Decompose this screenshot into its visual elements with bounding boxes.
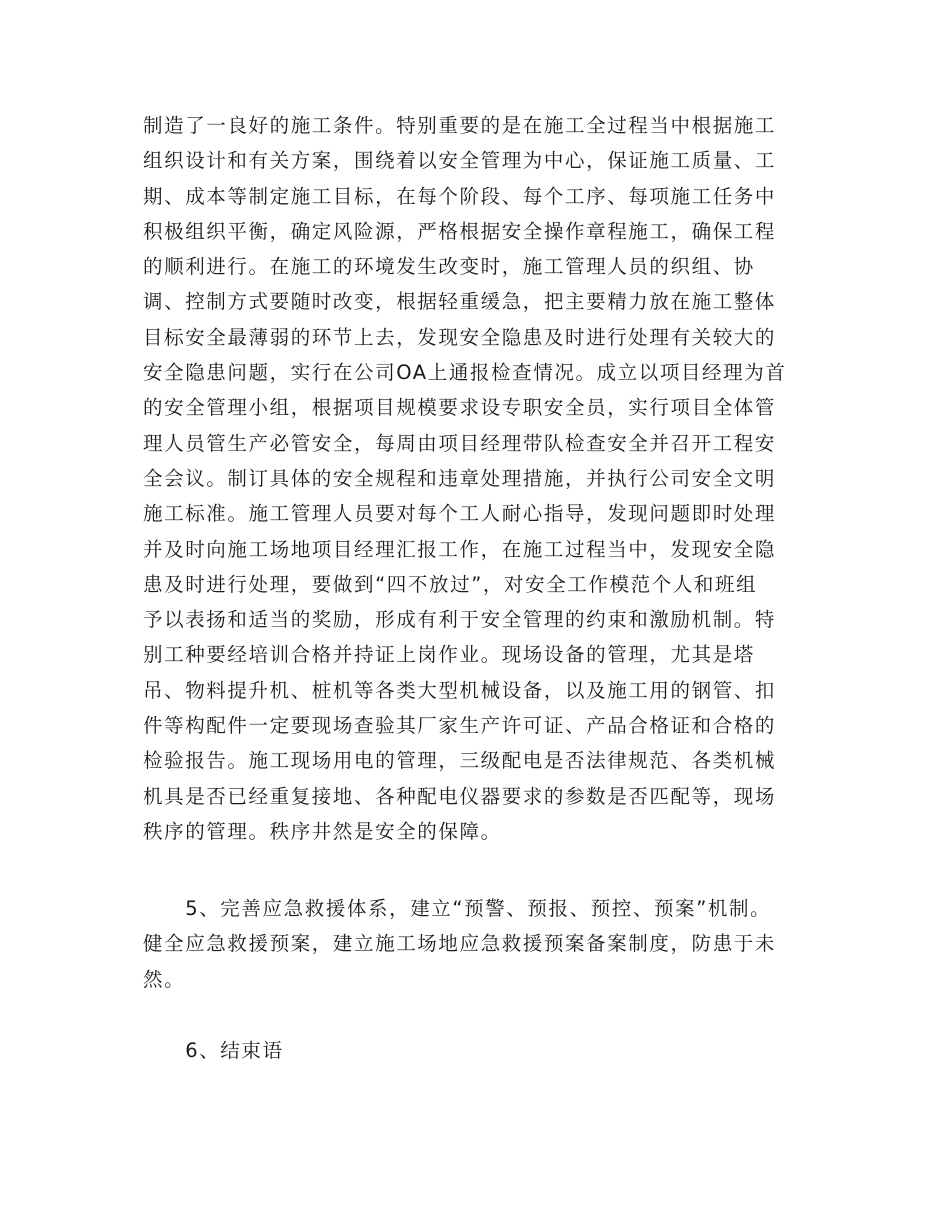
text-line: 调、控制方式要随时改变，根据轻重缓急，把主要精力放在施工整体: [143, 290, 777, 314]
text-line: 检验报告。施工现场用电的管理，三级配电是否法律规范、各类机械: [143, 749, 777, 773]
text-line: 健全应急救援预案，建立施工场地应急救援预案备案制度，防患于未: [143, 932, 777, 956]
text-line: 然。: [143, 967, 186, 991]
text-line: 积极组织平衡，确定风险源，严格根据安全操作章程施工，确保工程: [143, 219, 777, 243]
text-line: 的顺利进行。在施工的环境发生改变时，施工管理人员的织组、协: [143, 255, 755, 279]
conclusion-heading: [143, 1033, 813, 1068]
emergency-rescue-paragraph: [143, 891, 813, 997]
text-line: 的安全管理小组，根据项目规模要求设专职安全员，实行项目全体管: [143, 396, 777, 420]
text-line: 期、成本等制定施工目标，在每个阶段、每个工序、每项施工任务中: [143, 184, 777, 208]
text-line: 机具是否已经重复接地、各种配电仪器要求的参数是否匹配等，现场: [143, 784, 777, 808]
text-line: 予以表扬和适当的奖励，形成有利于安全管理的约束和激励机制。特: [143, 608, 777, 632]
text-line: 施工标准。施工管理人员要对每个工人耐心指导，发现问题即时处理: [143, 502, 777, 526]
text-line: 目标安全最薄弱的环节上去，发现安全隐患及时进行处理有关较大的: [143, 325, 777, 349]
text-line: 全会议。制订具体的安全规程和违章处理措施，并执行公司安全文明: [143, 466, 777, 490]
text-line: 吊、物料提升机、桩机等各类大型机械设备，以及施工用的钢管、扣: [143, 678, 777, 702]
text-line: 6、结束语: [143, 1039, 284, 1062]
text-line: 件等构配件一定要现场查验其厂家生产许可证、产品合格证和合格的: [143, 714, 777, 738]
text-line: 组织设计和有关方案，围绕着以安全管理为中心，保证施工质量、工: [143, 149, 777, 173]
text-line: 理人员管生产必管安全，每周由项目经理带队检查安全并召开工程安: [143, 431, 777, 455]
text-line: 安全隐患问题，实行在公司OA上通报检查情况。成立以项目经理为首: [143, 361, 787, 385]
text-line: 并及时向施工场地项目经理汇报工作，在施工过程当中，发现安全隐: [143, 537, 777, 561]
text-line: 别工种要经培训合格并持证上岗作业。现场设备的管理，尤其是塔: [143, 643, 755, 667]
text-line: 患及时进行处理，要做到“四不放过”，对安全工作模范个人和班组: [143, 572, 758, 596]
text-line: 5、完善应急救援体系，建立“预警、预报、预控、预案”机制。: [143, 897, 772, 920]
text-line: 制造了一良好的施工条件。特别重要的是在施工全过程当中根据施工: [143, 114, 777, 137]
safety-management-paragraph: [143, 108, 813, 849]
text-line: 秩序的管理。秩序井然是安全的保障。: [143, 819, 502, 843]
